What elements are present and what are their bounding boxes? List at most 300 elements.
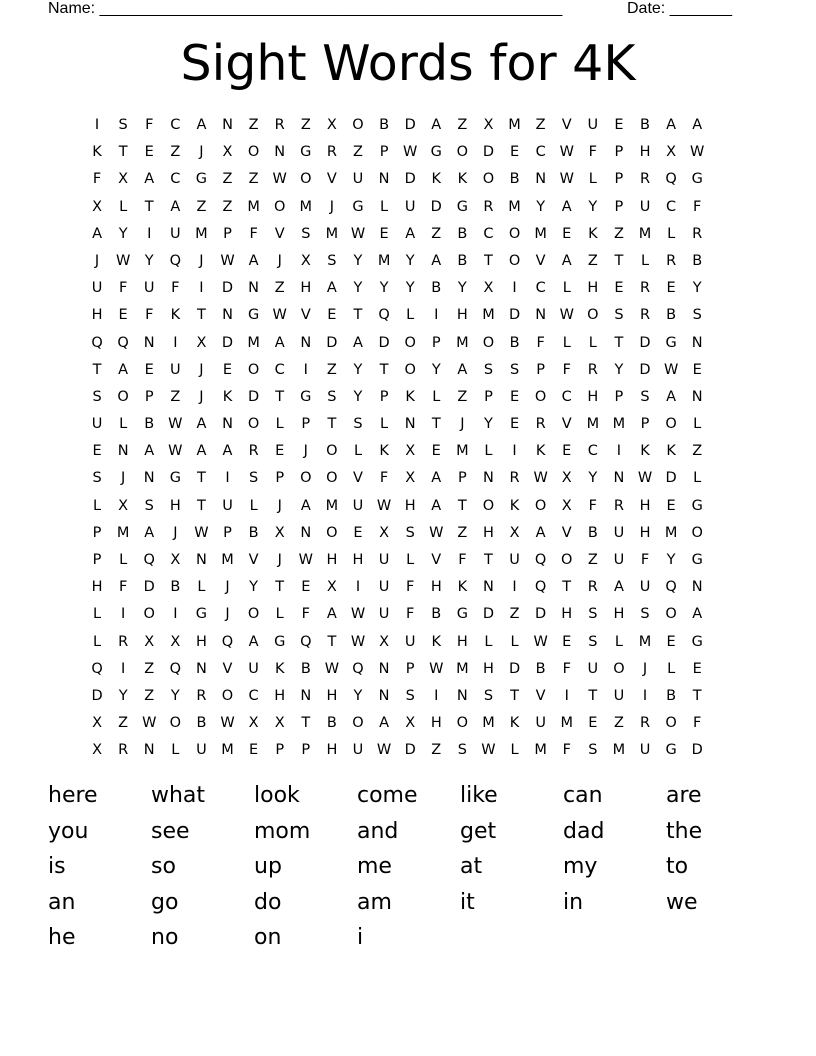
grid-cell[interactable]: W (298, 552, 313, 568)
grid-cell[interactable]: M (221, 552, 234, 568)
grid-cell[interactable]: K (457, 579, 468, 596)
grid-cell[interactable]: O (300, 171, 312, 188)
grid-cell[interactable]: W (429, 660, 444, 677)
grid-cell[interactable]: U (639, 742, 651, 759)
grid-cell[interactable]: W (168, 416, 183, 433)
grid-cell[interactable]: X (561, 470, 572, 487)
grid-cell[interactable]: Z (692, 443, 703, 460)
grid-cell[interactable]: U (248, 660, 259, 677)
grid-cell[interactable]: Z (144, 660, 155, 677)
grid-cell[interactable]: G (300, 144, 312, 161)
grid-cell[interactable]: Q (534, 579, 547, 596)
grid-cell[interactable]: O (665, 416, 677, 433)
grid-cell[interactable]: U (143, 280, 155, 297)
grid-cell[interactable]: T (353, 307, 363, 324)
grid-cell[interactable]: B (640, 117, 650, 133)
grid-cell[interactable]: O (691, 524, 703, 541)
grid-cell[interactable]: T (457, 497, 467, 514)
grid-cell[interactable]: C (483, 225, 494, 242)
grid-cell[interactable]: P (379, 144, 389, 161)
grid-cell[interactable]: Z (170, 144, 181, 161)
grid-cell[interactable]: D (508, 307, 521, 324)
grid-cell[interactable]: O (561, 552, 573, 568)
grid-cell[interactable]: O (456, 144, 469, 161)
grid-cell[interactable]: U (170, 225, 181, 242)
date-field[interactable]: Date: _______ (627, 0, 732, 17)
grid-cell[interactable]: Q (534, 552, 547, 568)
grid-cell[interactable]: L (119, 552, 128, 568)
grid-cell[interactable]: G (195, 606, 208, 623)
grid-cell[interactable]: A (170, 198, 181, 215)
grid-cell[interactable]: H (456, 307, 468, 324)
grid-cell[interactable]: Y (405, 252, 415, 269)
grid-cell[interactable]: W (376, 742, 392, 759)
grid-cell[interactable]: Z (457, 117, 468, 133)
grid-cell[interactable]: T (562, 579, 572, 596)
grid-cell[interactable]: D (665, 470, 677, 487)
grid-cell[interactable]: A (431, 470, 442, 487)
grid-cell[interactable]: S (405, 687, 415, 704)
grid-cell[interactable]: A (248, 252, 259, 269)
grid-cell[interactable]: E (666, 280, 676, 297)
grid-cell[interactable]: W (350, 633, 366, 650)
grid-cell[interactable]: I (173, 606, 178, 623)
grid-cell[interactable]: N (378, 687, 390, 704)
grid-cell[interactable]: W (194, 524, 209, 541)
grid-cell[interactable]: H (300, 280, 312, 297)
grid-cell[interactable]: O (404, 334, 416, 351)
grid-cell[interactable]: H (326, 687, 338, 704)
grid-cell[interactable]: M (560, 715, 573, 732)
grid-cell[interactable]: N (378, 171, 390, 188)
grid-cell[interactable]: A (431, 252, 442, 269)
grid-cell[interactable]: Y (118, 225, 128, 242)
grid-cell[interactable]: E (614, 280, 624, 297)
grid-cell[interactable]: U (587, 660, 599, 677)
grid-cell[interactable]: A (326, 606, 337, 623)
grid-cell[interactable]: P (536, 361, 546, 378)
grid-cell[interactable]: K (509, 715, 520, 732)
grid-cell[interactable]: I (512, 280, 517, 297)
grid-cell[interactable]: B (144, 416, 155, 433)
grid-cell[interactable]: Q (378, 307, 390, 324)
grid-cell[interactable]: E (509, 388, 520, 405)
grid-cell[interactable]: L (588, 334, 597, 351)
word-search-grid[interactable] (84, 112, 710, 765)
grid-cell[interactable]: P (614, 171, 624, 188)
grid-cell[interactable]: Z (248, 117, 259, 133)
grid-cell[interactable]: F (406, 606, 415, 623)
grid-cell[interactable]: Q (117, 334, 129, 351)
grid-cell[interactable]: K (431, 171, 442, 188)
grid-cell[interactable]: W (376, 497, 392, 514)
grid-cell[interactable]: P (484, 388, 493, 405)
grid-cell[interactable]: V (300, 307, 311, 324)
grid-cell[interactable]: W (350, 606, 366, 623)
grid-cell[interactable]: P (223, 225, 232, 242)
grid-cell[interactable]: Y (431, 361, 441, 378)
grid-cell[interactable]: E (562, 225, 572, 242)
grid-cell[interactable]: M (221, 742, 234, 759)
grid-cell[interactable]: H (352, 552, 364, 568)
grid-cell[interactable]: L (171, 742, 180, 759)
grid-cell[interactable]: N (691, 579, 703, 596)
grid-cell[interactable]: E (509, 416, 520, 433)
grid-cell[interactable]: X (118, 497, 129, 514)
grid-cell[interactable]: S (353, 416, 363, 433)
grid-cell[interactable]: C (535, 280, 546, 297)
grid-cell[interactable]: Q (352, 660, 364, 677)
grid-cell[interactable]: M (456, 334, 469, 351)
grid-cell[interactable]: W (559, 144, 574, 161)
grid-cell[interactable]: A (144, 171, 155, 188)
grid-cell[interactable]: Z (353, 144, 363, 161)
grid-cell[interactable]: C (274, 361, 285, 378)
grid-cell[interactable]: T (196, 307, 206, 324)
grid-cell[interactable]: O (456, 715, 469, 732)
grid-cell[interactable]: V (326, 171, 337, 188)
grid-cell[interactable]: X (248, 715, 259, 732)
grid-cell[interactable]: O (665, 715, 677, 732)
grid-cell[interactable]: L (693, 416, 702, 433)
grid-cell[interactable]: N (691, 334, 703, 351)
grid-cell[interactable]: X (326, 117, 337, 133)
grid-cell[interactable]: V (353, 470, 363, 487)
grid-cell[interactable]: H (639, 497, 651, 514)
grid-cell[interactable]: E (666, 497, 676, 514)
grid-cell[interactable]: Y (405, 280, 415, 297)
grid-cell[interactable]: Z (457, 524, 468, 541)
grid-cell[interactable]: Q (665, 171, 677, 188)
grid-cell[interactable]: O (221, 687, 234, 704)
grid-cell[interactable]: E (327, 307, 337, 324)
grid-cell[interactable]: L (380, 198, 389, 215)
grid-cell[interactable]: B (300, 660, 311, 677)
grid-cell[interactable]: I (225, 470, 230, 487)
grid-cell[interactable]: N (300, 334, 312, 351)
grid-cell[interactable]: F (562, 742, 571, 759)
grid-cell[interactable]: B (326, 715, 337, 732)
grid-cell[interactable]: K (666, 443, 676, 460)
grid-cell[interactable]: R (639, 715, 651, 732)
grid-cell[interactable]: Y (379, 280, 389, 297)
grid-cell[interactable]: Y (144, 252, 154, 269)
grid-cell[interactable]: N (117, 443, 129, 460)
grid-cell[interactable]: I (199, 280, 204, 297)
grid-cell[interactable]: M (612, 742, 626, 759)
grid-cell[interactable]: S (327, 388, 337, 405)
grid-cell[interactable]: L (432, 388, 441, 405)
grid-cell[interactable]: E (614, 117, 624, 133)
grid-cell[interactable]: O (169, 715, 182, 732)
grid-cell[interactable]: Y (666, 552, 676, 568)
grid-cell[interactable]: E (379, 225, 389, 242)
grid-cell[interactable]: H (639, 144, 651, 161)
grid-cell[interactable]: L (640, 252, 650, 269)
grid-cell[interactable]: K (379, 443, 389, 460)
grid-cell[interactable]: S (457, 742, 467, 759)
grid-cell[interactable]: V (274, 225, 285, 242)
grid-cell[interactable]: A (144, 524, 155, 541)
grid-cell[interactable]: A (379, 715, 390, 732)
grid-cell[interactable]: N (248, 280, 260, 297)
grid-cell[interactable]: M (508, 198, 521, 215)
grid-cell[interactable]: N (404, 416, 416, 433)
grid-cell[interactable]: M (377, 252, 391, 269)
grid-cell[interactable]: P (275, 470, 285, 487)
grid-cell[interactable]: C (535, 144, 546, 161)
grid-cell[interactable]: V (222, 660, 233, 677)
grid-cell[interactable]: N (300, 524, 312, 541)
grid-cell[interactable]: H (430, 715, 442, 732)
grid-cell[interactable]: F (536, 334, 545, 351)
grid-cell[interactable]: W (168, 443, 183, 460)
grid-cell[interactable]: T (92, 361, 102, 378)
grid-cell[interactable]: L (588, 171, 597, 188)
grid-cell[interactable]: G (456, 198, 468, 215)
grid-cell[interactable]: Z (118, 715, 129, 732)
grid-cell[interactable]: P (379, 388, 389, 405)
grid-cell[interactable]: M (482, 307, 495, 324)
grid-cell[interactable]: P (614, 144, 624, 161)
grid-cell[interactable]: G (247, 307, 260, 324)
grid-cell[interactable]: N (274, 144, 286, 161)
grid-cell[interactable]: A (666, 388, 677, 405)
grid-cell[interactable]: W (559, 307, 574, 324)
grid-cell[interactable]: L (249, 497, 258, 514)
grid-cell[interactable]: F (406, 579, 415, 596)
grid-cell[interactable]: M (456, 443, 469, 460)
grid-cell[interactable]: W (533, 470, 548, 487)
grid-cell[interactable]: W (220, 252, 235, 269)
grid-cell[interactable]: Y (118, 687, 128, 704)
grid-cell[interactable]: A (353, 334, 363, 351)
grid-cell[interactable]: F (693, 198, 702, 215)
grid-cell[interactable]: H (639, 524, 651, 541)
grid-cell[interactable]: N (483, 470, 494, 487)
grid-cell[interactable]: F (458, 552, 467, 568)
grid-cell[interactable]: R (587, 579, 598, 596)
grid-cell[interactable]: N (456, 687, 468, 704)
grid-cell[interactable]: Y (588, 198, 598, 215)
grid-cell[interactable]: A (405, 225, 416, 242)
grid-cell[interactable]: B (431, 280, 442, 297)
grid-cell[interactable]: V (535, 252, 546, 269)
grid-cell[interactable]: A (92, 225, 102, 242)
grid-cell[interactable]: M (325, 225, 339, 242)
grid-cell[interactable]: S (640, 388, 650, 405)
grid-cell[interactable]: C (170, 117, 181, 133)
grid-cell[interactable]: M (534, 742, 547, 759)
grid-cell[interactable]: E (509, 144, 520, 161)
grid-cell[interactable]: O (665, 606, 677, 623)
grid-cell[interactable]: O (247, 606, 260, 623)
grid-cell[interactable]: U (352, 742, 364, 759)
grid-cell[interactable]: Y (353, 388, 363, 405)
grid-cell[interactable]: S (92, 388, 102, 405)
grid-cell[interactable]: S (483, 361, 494, 378)
grid-cell[interactable]: R (587, 361, 598, 378)
grid-cell[interactable]: G (352, 198, 364, 215)
grid-cell[interactable]: O (247, 144, 260, 161)
grid-cell[interactable]: Q (91, 334, 103, 351)
grid-cell[interactable]: T (614, 252, 624, 269)
grid-cell[interactable]: C (666, 198, 677, 215)
grid-cell[interactable]: U (535, 715, 546, 732)
grid-cell[interactable]: X (405, 443, 416, 460)
grid-cell[interactable]: E (692, 660, 702, 677)
grid-cell[interactable]: P (301, 742, 311, 759)
grid-cell[interactable]: R (326, 144, 337, 161)
grid-cell[interactable]: S (483, 687, 494, 704)
grid-cell[interactable]: L (667, 660, 676, 677)
grid-cell[interactable]: S (588, 742, 598, 759)
grid-cell[interactable]: X (118, 171, 129, 188)
grid-cell[interactable]: R (196, 687, 207, 704)
grid-cell[interactable]: Y (484, 416, 493, 433)
grid-cell[interactable]: B (509, 334, 520, 351)
grid-cell[interactable]: B (457, 252, 468, 269)
grid-cell[interactable]: S (692, 307, 702, 324)
grid-cell[interactable]: N (535, 171, 547, 188)
grid-cell[interactable]: D (508, 660, 521, 677)
grid-cell[interactable]: O (613, 660, 625, 677)
grid-cell[interactable]: X (666, 144, 677, 161)
grid-cell[interactable]: A (613, 579, 624, 596)
grid-cell[interactable]: J (199, 144, 204, 161)
grid-cell[interactable]: K (274, 660, 285, 677)
grid-cell[interactable]: E (222, 361, 233, 378)
grid-cell[interactable]: F (588, 497, 597, 514)
grid-cell[interactable]: R (639, 307, 651, 324)
grid-cell[interactable]: X (274, 715, 285, 732)
grid-cell[interactable]: H (587, 388, 599, 405)
grid-cell[interactable]: H (326, 552, 338, 568)
grid-cell[interactable]: N (143, 334, 155, 351)
grid-cell[interactable]: P (457, 470, 467, 487)
grid-cell[interactable]: Q (169, 252, 182, 269)
grid-cell[interactable]: I (616, 443, 622, 460)
grid-cell[interactable]: W (690, 144, 705, 161)
grid-cell[interactable]: J (225, 606, 230, 623)
grid-cell[interactable]: M (195, 225, 208, 242)
grid-cell[interactable]: F (249, 225, 258, 242)
grid-cell[interactable]: O (352, 117, 364, 133)
grid-cell[interactable]: O (247, 416, 260, 433)
grid-cell[interactable]: S (588, 633, 598, 650)
grid-cell[interactable]: A (274, 334, 285, 351)
grid-cell[interactable]: V (561, 117, 572, 133)
grid-cell[interactable]: D (430, 198, 442, 215)
grid-cell[interactable]: O (326, 443, 338, 460)
grid-cell[interactable]: L (119, 416, 128, 433)
grid-cell[interactable]: W (663, 361, 679, 378)
grid-cell[interactable]: Q (169, 660, 182, 677)
grid-cell[interactable]: T (614, 334, 624, 351)
grid-cell[interactable]: E (666, 633, 676, 650)
grid-cell[interactable]: S (249, 470, 259, 487)
grid-cell[interactable]: T (431, 416, 441, 433)
grid-cell[interactable]: F (301, 606, 310, 623)
grid-cell[interactable]: F (379, 470, 389, 487)
grid-cell[interactable]: Y (170, 687, 180, 704)
grid-cell[interactable]: L (406, 552, 415, 568)
grid-cell[interactable]: S (509, 361, 520, 378)
grid-cell[interactable]: U (91, 280, 103, 297)
grid-cell[interactable]: L (484, 443, 493, 460)
grid-cell[interactable]: Y (353, 687, 363, 704)
grid-cell[interactable]: Y (692, 280, 702, 297)
grid-cell[interactable]: D (535, 606, 547, 623)
grid-cell[interactable]: P (144, 388, 154, 405)
grid-cell[interactable]: U (587, 117, 599, 133)
grid-cell[interactable]: N (195, 660, 207, 677)
grid-cell[interactable]: L (510, 742, 519, 759)
grid-cell[interactable]: T (484, 552, 493, 568)
grid-cell[interactable]: Z (300, 117, 311, 133)
grid-cell[interactable]: O (273, 198, 286, 215)
grid-cell[interactable]: W (403, 144, 418, 161)
grid-cell[interactable]: A (196, 416, 207, 433)
grid-cell[interactable]: O (587, 307, 599, 324)
grid-cell[interactable]: C (561, 388, 572, 405)
grid-cell[interactable]: U (509, 552, 520, 568)
grid-cell[interactable]: B (457, 225, 468, 242)
grid-cell[interactable]: E (275, 443, 285, 460)
grid-cell[interactable]: A (692, 606, 703, 623)
grid-cell[interactable]: D (378, 334, 390, 351)
grid-cell[interactable]: O (247, 361, 260, 378)
grid-cell[interactable]: F (145, 307, 154, 324)
grid-cell[interactable]: C (170, 171, 181, 188)
grid-cell[interactable]: J (199, 388, 204, 405)
grid-cell[interactable]: M (638, 225, 652, 242)
grid-cell[interactable]: G (169, 470, 181, 487)
grid-cell[interactable]: H (430, 579, 442, 596)
grid-cell[interactable]: A (222, 443, 233, 460)
grid-cell[interactable]: U (613, 552, 625, 568)
grid-cell[interactable]: C (248, 687, 259, 704)
grid-cell[interactable]: W (324, 660, 340, 677)
grid-cell[interactable]: H (587, 280, 599, 297)
grid-cell[interactable]: J (642, 660, 648, 677)
grid-cell[interactable]: A (300, 497, 311, 514)
grid-cell[interactable]: R (639, 171, 651, 188)
grid-cell[interactable]: L (197, 579, 206, 596)
grid-cell[interactable]: D (143, 579, 155, 596)
grid-cell[interactable]: L (93, 497, 102, 514)
grid-cell[interactable]: Z (222, 171, 233, 188)
grid-cell[interactable]: G (691, 552, 703, 568)
grid-cell[interactable]: S (118, 117, 128, 133)
grid-cell[interactable]: S (614, 307, 624, 324)
grid-cell[interactable]: A (561, 252, 572, 269)
grid-cell[interactable]: E (144, 361, 154, 378)
grid-cell[interactable]: V (561, 416, 572, 433)
grid-cell[interactable]: M (586, 416, 600, 433)
grid-cell[interactable]: G (456, 606, 468, 623)
grid-cell[interactable]: O (482, 334, 495, 351)
grid-cell[interactable]: U (378, 579, 390, 596)
grid-cell[interactable]: J (277, 497, 282, 514)
grid-cell[interactable]: F (171, 280, 180, 297)
grid-cell[interactable]: J (460, 416, 465, 433)
grid-cell[interactable]: O (326, 470, 338, 487)
grid-cell[interactable]: L (119, 198, 128, 215)
grid-cell[interactable]: Z (248, 171, 259, 188)
grid-cell[interactable]: G (665, 742, 677, 759)
grid-cell[interactable]: P (614, 388, 624, 405)
